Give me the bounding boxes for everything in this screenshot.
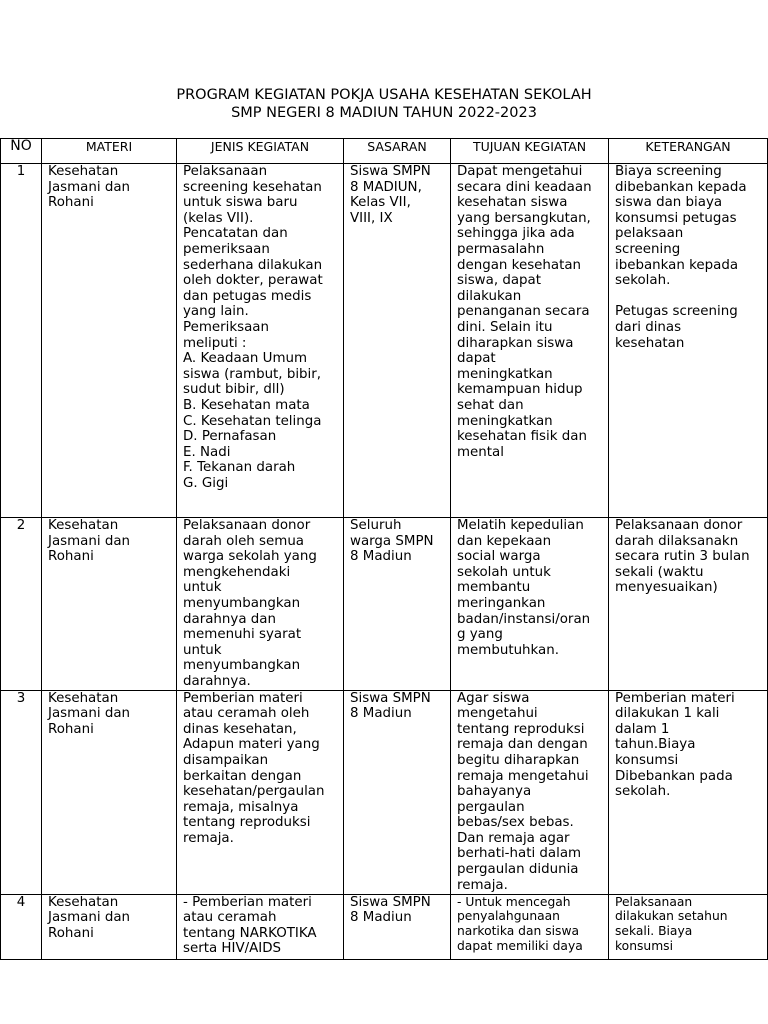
cell-tujuan-kegiatan xyxy=(451,518,609,691)
cell-text-line: kesehatan/pergaulan xyxy=(183,784,325,800)
cell-text-line: dinas kesehatan, xyxy=(183,721,297,737)
cell-text-line: oleh dokter, perawat xyxy=(183,273,323,289)
cell-text-line: untuk xyxy=(183,580,222,596)
cell-text-line: siswa dan biaya xyxy=(615,195,723,211)
cell-text-line: Rohani xyxy=(48,549,94,565)
cell-text-line: 8 MADIUN, xyxy=(350,179,422,195)
cell-text-line: membutuhkan. xyxy=(457,642,560,658)
cell-no: 2 xyxy=(1,518,42,691)
cell-text-line: Pencatatan dan xyxy=(183,226,288,242)
cell-text-line: menyesuaikan) xyxy=(615,580,718,596)
cell-keterangan xyxy=(609,164,768,518)
cell-text-line: remaja. xyxy=(457,877,508,893)
header-jenis-kegiatan: JENIS KEGIATAN xyxy=(177,139,344,164)
cell-text-line: 8 Madiun xyxy=(350,549,412,565)
cell-text-line: Pelaksanaan xyxy=(183,164,268,179)
cell-tujuan-kegiatan xyxy=(451,164,609,518)
cell-text-line: Kesehatan xyxy=(48,164,119,179)
cell-text-line: sekali (waktu xyxy=(615,564,704,580)
cell-text-line: siswa (rambut, bibir, xyxy=(183,366,322,382)
cell-text-line: Rohani xyxy=(48,195,94,211)
cell-text-line: - Pemberian materi xyxy=(183,894,312,910)
cell-text-line: meringankan xyxy=(457,595,546,611)
cell-text-line: dengan kesehatan xyxy=(457,257,582,273)
cell-text-line: dalam 1 xyxy=(615,721,670,737)
cell-text-line: dilakukan setahun xyxy=(615,909,728,924)
cell-text-line: social warga xyxy=(457,549,541,565)
cell-no: 4 xyxy=(1,894,42,959)
cell-text-line: Kesehatan xyxy=(48,518,119,533)
cell-text-line: screening kesehatan xyxy=(183,179,322,195)
cell-text-line: Petugas screening xyxy=(615,304,738,320)
cell-text-line: sekolah. xyxy=(615,784,671,800)
header-no: NO xyxy=(1,139,42,164)
cell-text-line: remaja dan dengan xyxy=(457,737,588,753)
cell-text-line: Jasmani dan xyxy=(48,533,131,549)
cell-text-line: secara rutin 3 bulan xyxy=(615,549,750,565)
cell-text-line: Pemberian materi xyxy=(183,690,303,706)
cell-text-line: disampaikan xyxy=(183,752,269,768)
table-row xyxy=(1,518,768,691)
cell-materi xyxy=(42,518,177,691)
cell-text-line: berhati-hati dalam xyxy=(457,846,582,862)
cell-text-line: dari dinas xyxy=(615,319,682,335)
cell-text-line: Rohani xyxy=(48,925,94,941)
cell-text-line: menyumbangkan xyxy=(183,658,301,674)
cell-text-line: screening xyxy=(615,241,681,257)
cell-sasaran xyxy=(344,518,451,691)
cell-text-line: Seluruh xyxy=(350,518,402,533)
table-body xyxy=(1,164,768,960)
table-row xyxy=(1,894,768,959)
cell-text-line: dan petugas medis xyxy=(183,288,312,304)
cell-jenis-kegiatan xyxy=(177,518,344,691)
cell-text-line: siswa, dapat xyxy=(457,273,542,289)
cell-text-line: darahnya. xyxy=(183,673,251,689)
paragraph-gap xyxy=(615,289,761,305)
cell-text-line: sederhana dilakukan xyxy=(183,257,323,273)
cell-text-line: dapat xyxy=(457,351,496,367)
program-table xyxy=(0,138,768,960)
cell-text-line: Rohani xyxy=(48,721,94,737)
cell-text-line: Dapat mengetahui xyxy=(457,164,583,179)
cell-text-line: penanganan secara xyxy=(457,304,590,320)
cell-text-line: D. Pernafasan xyxy=(183,429,277,445)
cell-text-line: dapat memiliki daya xyxy=(457,938,583,953)
cell-text-line: konsumsi xyxy=(615,938,674,953)
cell-tujuan-kegiatan xyxy=(451,690,609,894)
cell-text-line: berkaitan dengan xyxy=(183,768,302,784)
cell-text-line: tentang reproduksi xyxy=(457,721,585,737)
cell-text-line: meningkatkan xyxy=(457,366,553,382)
cell-keterangan xyxy=(609,690,768,894)
cell-keterangan xyxy=(609,518,768,691)
table-row xyxy=(1,690,768,894)
cell-text-line: kesehatan siswa xyxy=(457,195,568,211)
cell-text-line: darahnya dan xyxy=(183,611,276,627)
cell-text-line: sekali. Biaya xyxy=(615,924,693,939)
header-sasaran: SASARAN xyxy=(344,139,451,164)
cell-text-line: konsumsi petugas xyxy=(615,210,737,226)
cell-text-line: memenuhi syarat xyxy=(183,627,302,643)
cell-text-line: G. Gigi xyxy=(183,475,229,491)
cell-text-line: penyalahgunaan xyxy=(457,909,560,924)
cell-text-line: Siswa SMPN xyxy=(350,894,431,910)
cell-text-line: menyumbangkan xyxy=(183,595,301,611)
cell-text-line: yang bersangkutan, xyxy=(457,210,591,226)
cell-text-line: pergaulan xyxy=(457,799,525,815)
cell-text-line: kemampuan hidup xyxy=(457,382,583,398)
cell-text-line: darah oleh semua xyxy=(183,533,305,549)
cell-no: 1 xyxy=(1,164,42,518)
cell-text-line: Pemeriksaan xyxy=(183,319,269,335)
cell-text-line: mengetahui xyxy=(457,706,538,722)
cell-jenis-kegiatan xyxy=(177,164,344,518)
header-materi: MATERI xyxy=(42,139,177,164)
cell-jenis-kegiatan xyxy=(177,894,344,959)
cell-text-line: sekolah. xyxy=(615,273,671,289)
cell-text-line: Pelaksanaan xyxy=(615,894,693,909)
cell-text-line: Agar siswa xyxy=(457,690,530,706)
cell-text-line: membantu xyxy=(457,580,531,596)
cell-text-line: begitu diharapkan xyxy=(457,752,580,768)
cell-text-line: Jasmani dan xyxy=(48,706,131,722)
cell-text-line: B. Kesehatan mata xyxy=(183,397,310,413)
cell-text-line: Pelaksanaan donor xyxy=(615,518,743,533)
cell-text-line: kesehatan xyxy=(615,335,685,351)
cell-text-line: kesehatan fisik dan xyxy=(457,429,587,445)
cell-text-line: Siswa SMPN xyxy=(350,690,431,706)
cell-text-line: warga SMPN xyxy=(350,533,434,549)
cell-text-line: (kelas VII). xyxy=(183,210,254,226)
cell-text-line: dini. Selain itu xyxy=(457,319,553,335)
cell-text-line: secara dini keadaan xyxy=(457,179,592,195)
document-title-line-1: PROGRAM KEGIATAN POKJA USAHA KESEHATAN SEKOLAH xyxy=(176,87,592,103)
cell-text-line: C. Kesehatan telinga xyxy=(183,413,322,429)
cell-text-line: permasalahn xyxy=(457,241,545,257)
cell-text-line: Pelaksanaan donor xyxy=(183,518,311,533)
cell-text-line: F. Tekanan darah xyxy=(183,460,296,476)
cell-text-line: bebas/sex bebas. xyxy=(457,815,574,831)
cell-text-line: 8 Madiun xyxy=(350,910,412,926)
cell-text-line: darah dilaksanakn xyxy=(615,533,739,549)
cell-keterangan xyxy=(609,894,768,959)
cell-sasaran xyxy=(344,690,451,894)
cell-text-line: VIII, IX xyxy=(350,210,393,226)
cell-text-line: A. Keadaan Umum xyxy=(183,351,308,367)
cell-text-line: Jasmani dan xyxy=(48,179,131,195)
cell-text-line: pergaulan didunia xyxy=(457,862,579,878)
cell-text-line: badan/instansi/oran xyxy=(457,611,591,627)
cell-text-line: - Untuk mencegah xyxy=(457,894,571,909)
cell-text-line: dan kepekaan xyxy=(457,533,552,549)
cell-text-line: E. Nadi xyxy=(183,444,231,460)
cell-text-line: konsumsi xyxy=(615,752,679,768)
cell-materi xyxy=(42,164,177,518)
cell-text-line: yang lain. xyxy=(183,304,249,320)
cell-text-line: sudut bibir, dll) xyxy=(183,382,285,398)
cell-materi xyxy=(42,894,177,959)
cell-text-line: Dibebankan pada xyxy=(615,768,733,784)
cell-text-line: dibebankan kepada xyxy=(615,179,747,195)
cell-text-line: Melatih kepedulian xyxy=(457,518,584,533)
cell-text-line: pemeriksaan xyxy=(183,241,270,257)
cell-text-line: Dan remaja agar xyxy=(457,830,570,846)
cell-text-line: remaja mengetahui xyxy=(457,768,589,784)
header-keterangan: KETERANGAN xyxy=(609,139,768,164)
table-row xyxy=(1,164,768,518)
cell-text-line: untuk siswa baru xyxy=(183,195,298,211)
cell-text-line: Kelas VII, xyxy=(350,195,411,211)
cell-text-line: narkotika dan siswa xyxy=(457,924,580,939)
document-title-line-2: SMP NEGERI 8 MADIUN TAHUN 2022-2023 xyxy=(231,105,537,121)
cell-text-line: g yang xyxy=(457,627,503,643)
cell-text-line: dilakukan xyxy=(457,288,522,304)
cell-no: 3 xyxy=(1,690,42,894)
cell-text-line: tentang reproduksi xyxy=(183,815,311,831)
cell-text-line: pelaksaan xyxy=(615,226,684,242)
cell-text-line: sekolah untuk xyxy=(457,564,551,580)
cell-text-line: Kesehatan xyxy=(48,690,119,706)
cell-text-line: meliputi : xyxy=(183,335,247,351)
cell-text-line: sehingga jika ada xyxy=(457,226,575,242)
cell-text-line: meningkatkan xyxy=(457,413,553,429)
cell-text-line: remaja. xyxy=(183,830,234,846)
cell-text-line: sehat dan xyxy=(457,397,524,413)
cell-text-line: Jasmani dan xyxy=(48,910,131,926)
cell-text-line: tahun.Biaya xyxy=(615,737,696,753)
cell-text-line: Siswa SMPN xyxy=(350,164,431,179)
cell-text-line: Pemberian materi xyxy=(615,690,735,706)
cell-text-line: Kesehatan xyxy=(48,894,119,910)
cell-text-line: warga sekolah yang xyxy=(183,549,317,565)
cell-sasaran xyxy=(344,894,451,959)
cell-tujuan-kegiatan xyxy=(451,894,609,959)
cell-text-line: bahayanya xyxy=(457,784,532,800)
cell-text-line: atau ceramah oleh xyxy=(183,706,310,722)
cell-jenis-kegiatan xyxy=(177,690,344,894)
cell-text-line: mengkehendaki xyxy=(183,564,291,580)
cell-text-line: serta HIV/AIDS xyxy=(183,941,282,957)
cell-materi xyxy=(42,690,177,894)
cell-text-line: remaja, misalnya xyxy=(183,799,299,815)
cell-text-line: ibebankan kepada xyxy=(615,257,739,273)
header-tujuan-kegiatan: TUJUAN KEGIATAN xyxy=(451,139,609,164)
cell-text-line: Biaya screening xyxy=(615,164,722,179)
table-header-row xyxy=(1,139,768,164)
cell-text-line: atau ceramah xyxy=(183,910,277,926)
cell-text-line: untuk xyxy=(183,642,222,658)
cell-text-line: diharapkan siswa xyxy=(457,335,574,351)
cell-text-line: tentang NARKOTIKA xyxy=(183,925,317,941)
cell-text-line: Adapun materi yang xyxy=(183,737,320,753)
cell-sasaran xyxy=(344,164,451,518)
cell-text-line: dilakukan 1 kali xyxy=(615,706,720,722)
cell-text-line: mental xyxy=(457,444,504,460)
cell-text-line: 8 Madiun xyxy=(350,706,412,722)
